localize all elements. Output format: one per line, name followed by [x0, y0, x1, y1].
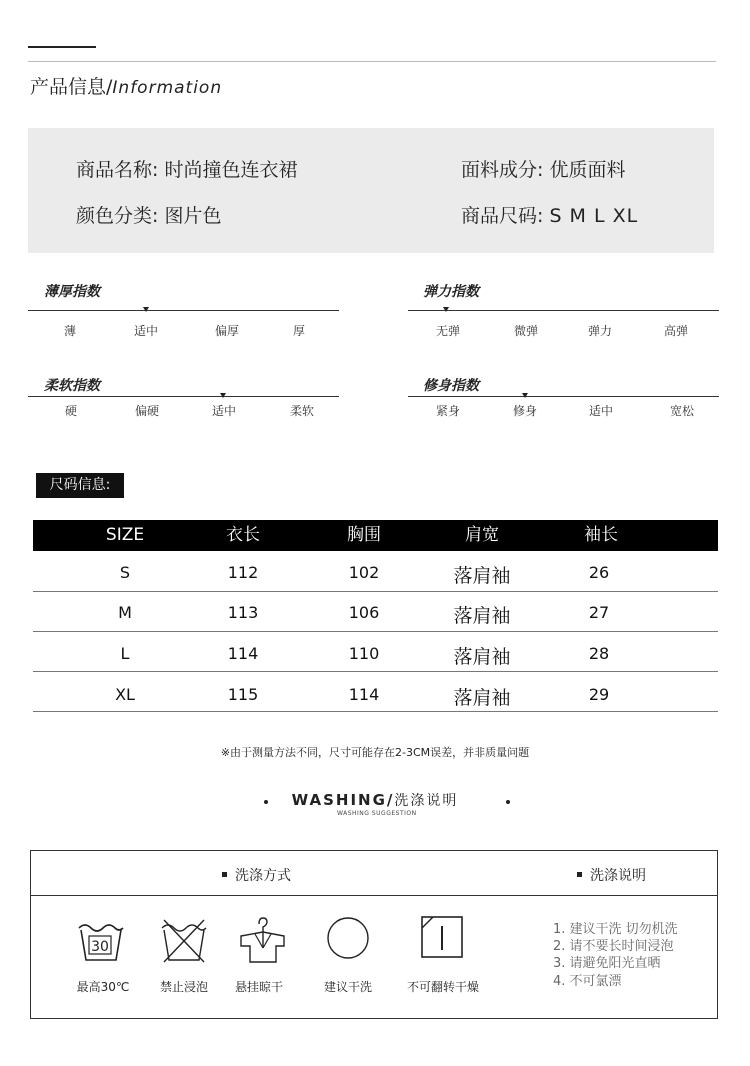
elasticity-option: 弹力: [587, 324, 613, 338]
icon-label: 建议干洗: [323, 980, 373, 994]
size-note: ※由于测量方法不同，尺寸可能存在2-3CM误差，并非质量问题: [220, 746, 530, 759]
size-cell: 114: [348, 685, 380, 704]
dry-clean-icon: [326, 916, 370, 960]
softness-option: 硬: [64, 404, 78, 418]
washing-title: [0, 790, 750, 810]
section-title: [30, 72, 222, 99]
product-name-value: 时尚撞色连衣裙: [164, 159, 298, 181]
washing-box-divider: [30, 895, 718, 896]
icon-label: 悬挂晾干: [234, 980, 284, 994]
size-cell: S: [119, 563, 131, 582]
elasticity-option: 无弹: [435, 324, 461, 338]
product-size-value: S M L XL: [549, 205, 639, 227]
elasticity-index-marker: [443, 307, 449, 312]
hang-dry-icon: [238, 916, 286, 964]
section-title-en: Information: [112, 78, 223, 98]
size-cell: 106: [348, 603, 380, 622]
thickness-option: 偏厚: [214, 324, 240, 338]
softness-option: 柔软: [289, 404, 315, 418]
size-cell: 27: [588, 603, 610, 622]
size-cell: 110: [348, 644, 380, 663]
size-header-cell: 胸围: [347, 525, 381, 545]
table-row-divider: [33, 631, 718, 632]
size-header-cell: 肩宽: [465, 525, 499, 545]
no-tumble-dry-icon: [421, 916, 463, 958]
product-fabric-label: 面料成分:: [461, 159, 544, 181]
size-cell: 落肩袖: [453, 687, 511, 709]
softness-index-marker: [220, 393, 226, 398]
softness-index-line: [28, 396, 339, 397]
wash-instruction-item: 2. 请不要长时间浸泡: [553, 939, 674, 954]
washing-title-en: WASHING/: [291, 791, 395, 809]
elasticity-option: 高弹: [663, 324, 689, 338]
wash-30-icon: [77, 920, 125, 962]
square-bullet-icon: [577, 872, 582, 877]
elasticity-index-title: 弹力指数: [423, 284, 479, 300]
softness-option: 适中: [211, 404, 237, 418]
softness-option: 偏硬: [134, 404, 160, 418]
fit-index-line: [408, 396, 719, 397]
size-cell: 落肩袖: [453, 605, 511, 627]
wash-instruction-header-text: 洗涤说明: [590, 868, 646, 884]
square-bullet-icon: [222, 872, 227, 877]
wash-method-header: [222, 865, 291, 885]
section-title-cn: 产品信息/: [30, 76, 113, 98]
product-name: [76, 155, 297, 182]
size-header-cell: SIZE: [105, 525, 145, 545]
size-header-cell: 袖长: [584, 525, 618, 545]
elasticity-index-line: [408, 310, 719, 311]
icon-label: 不可翻转干燥: [406, 980, 480, 994]
thickness-index-marker: [143, 307, 149, 312]
washing-subtitle: WASHING SUGGESTION: [337, 810, 417, 817]
icon-label: 禁止浸泡: [159, 980, 209, 994]
size-cell: 115: [227, 685, 259, 704]
size-cell: 112: [227, 563, 259, 582]
product-color: [76, 201, 221, 228]
fit-option: 修身: [512, 404, 538, 418]
size-cell: M: [118, 603, 132, 622]
washing-title-cn: 洗涤说明: [394, 793, 459, 809]
product-color-label: 颜色分类:: [76, 205, 159, 227]
wash-method-header-text: 洗涤方式: [235, 868, 291, 884]
product-info-box: [28, 128, 714, 253]
thickness-index-line: [28, 310, 339, 311]
thickness-option: 厚: [292, 324, 306, 338]
product-fabric: [461, 155, 625, 182]
size-cell: 102: [348, 563, 380, 582]
size-cell: 114: [227, 644, 259, 663]
size-cell: L: [120, 644, 130, 663]
thickness-index-title: 薄厚指数: [44, 284, 100, 300]
wash-instruction-header: [577, 865, 646, 885]
header-accent-line: [28, 46, 96, 48]
size-cell: 落肩袖: [453, 646, 511, 668]
header-divider: [28, 61, 716, 62]
size-cell: XL: [115, 685, 135, 704]
thickness-option: 适中: [133, 324, 159, 338]
table-row-divider: [33, 671, 718, 672]
wash-instruction-item: 4. 不可氯漂: [553, 974, 622, 989]
size-cell: 29: [588, 685, 610, 704]
wash-instruction-item: 3. 请避免阳光直晒: [553, 956, 661, 971]
icon-label: 最高30℃: [76, 980, 130, 994]
size-cell: 26: [588, 563, 610, 582]
size-cell: 落肩袖: [453, 565, 511, 587]
fit-index-title: 修身指数: [423, 378, 479, 394]
thickness-option: 薄: [63, 324, 77, 338]
softness-index-title: 柔软指数: [44, 378, 100, 394]
product-name-label: 商品名称:: [76, 159, 159, 181]
fit-option: 宽松: [669, 404, 695, 418]
product-size: [461, 201, 638, 228]
product-fabric-value: 优质面料: [549, 159, 626, 181]
product-color-value: 图片色: [164, 205, 222, 227]
wash-temp-label: 30: [91, 939, 109, 955]
elasticity-option: 微弹: [513, 324, 539, 338]
size-cell: 28: [588, 644, 610, 663]
table-row-divider: [33, 591, 718, 592]
size-info-tag: 尺码信息:: [36, 473, 124, 498]
size-header-cell: 衣长: [226, 525, 260, 545]
fit-option: 适中: [588, 404, 614, 418]
fit-index-marker: [522, 393, 528, 398]
table-row-divider: [33, 711, 718, 712]
fit-option: 紧身: [435, 404, 461, 418]
size-cell: 113: [227, 603, 259, 622]
wash-instruction-item: 1. 建议干洗 切勿机洗: [553, 922, 678, 937]
product-size-label: 商品尺码:: [461, 205, 544, 227]
no-soak-icon: [160, 918, 208, 964]
